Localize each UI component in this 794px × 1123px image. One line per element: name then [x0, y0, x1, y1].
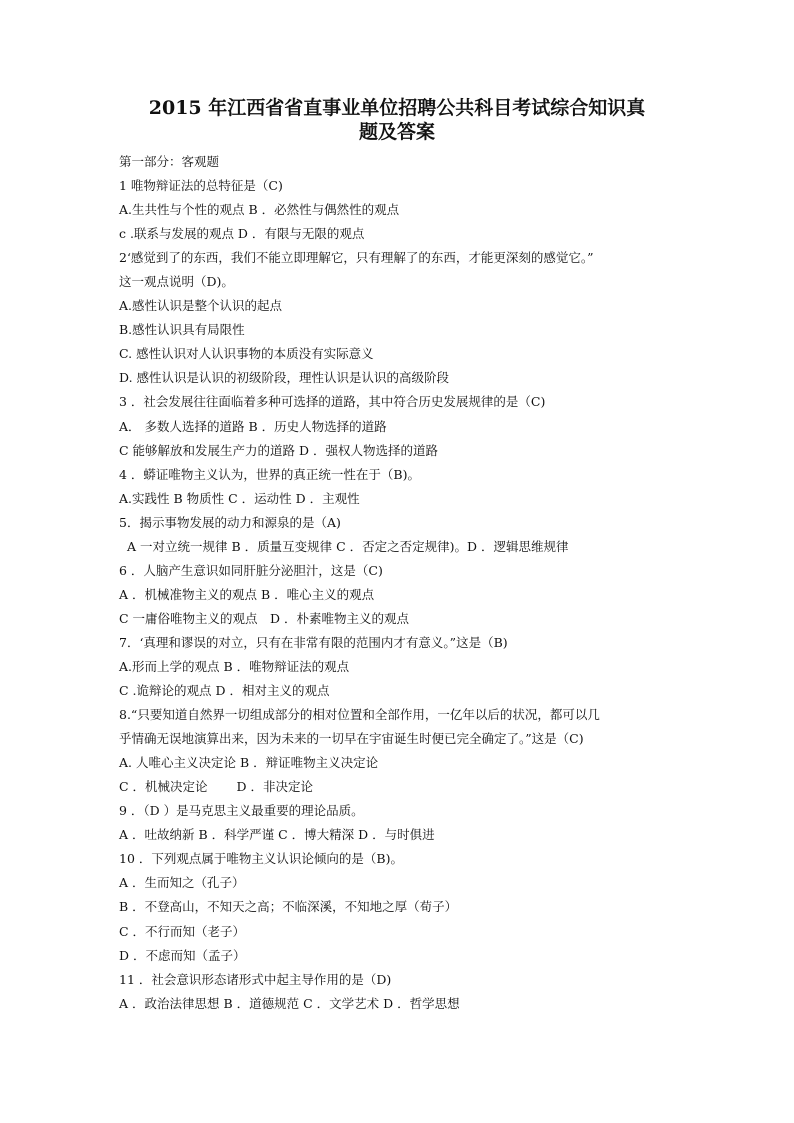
question-line: 7．‘真理和谬误的对立，只有在非常有限的范围内才有意义。”这是（B) — [119, 634, 508, 650]
question-line: 9 ．（D ）是马克思主义最重要的理论品质。 — [119, 803, 364, 819]
option-line: C ．机械决定论 D ．非决定论 — [119, 779, 314, 795]
option-line: A.感性认识是整个认识的起点 — [119, 298, 283, 314]
option-line: A ．生而知之（孔子） — [119, 875, 245, 891]
option-line: A． 多数人选择的道路 B ．历史人物选择的道路 — [119, 418, 387, 434]
option-line: B ．不登高山，不知天之高；不临深溪，不知地之厚（荀子） — [119, 899, 458, 915]
option-line: C 能够解放和发展生产力的道路 D ．强权人物选择的道路 — [119, 442, 439, 458]
question-line: 2‘感觉到了的东西，我们不能立即理解它，只有理解了的东西，才能更深刻的感觉它。” — [119, 250, 594, 266]
option-line: A ．吐故纳新 B ．科学严谨 C ．博大精深 D ．与时俱进 — [119, 827, 435, 843]
question-line: 5．揭示事物发展的动力和源泉的是（A) — [119, 514, 341, 530]
title-line: 题及答案 — [358, 121, 435, 143]
question-line: 10 ．下列观点属于唯物主义认识论倾向的是（B)。 — [119, 851, 403, 867]
option-line: A ．政治法律思想 B ．道德规范 C ．文学艺术 D ．哲学思想 — [119, 995, 460, 1011]
option-line: C. 感性认识对人认识事物的本质没有实际意义 — [119, 346, 374, 362]
option-line: A ．机械准物主义的观点 B ．唯心主义的观点 — [119, 586, 375, 602]
question-line: 乎情确无误地演算出来，因为未来的一切早在宇宙诞生时便已完全确定了。”这是（C) — [119, 731, 584, 747]
section-heading: 第一部分：客观题 — [119, 154, 220, 169]
question-line: 4 ．蟒证唯物主义认为，世界的真正统一性在于（B)。 — [119, 466, 420, 482]
document-title — [110, 96, 684, 144]
option-line: A.形而上学的观点 B ．唯物辩证法的观点 — [119, 658, 350, 674]
question-line: 1 唯物辩证法的总特征是（C) — [119, 178, 283, 194]
document-body — [119, 150, 699, 1016]
option-line: C .诡辩论的观点 D ．相对主义的观点 — [119, 683, 330, 699]
question-line: 8.“只要知道自然界一切组成部分的相对位置和全部作用，一亿年以后的状况，都可以几 — [119, 707, 600, 723]
title-line: 2015 年江西省省直事业单位招聘公共科目考试综合知识真 — [148, 97, 646, 119]
option-line: A.实践性 B 物质性 C ．运动性 D ．主观性 — [119, 490, 360, 506]
option-line: D. 感性认识是认识的初级阶段，理性认识是认识的高级阶段 — [119, 370, 450, 386]
question-line: 3 ．社会发展往往面临着多种可选择的道路，其中符合历史发展规律的是（C) — [119, 394, 546, 410]
question-line: 11 ．社会意识形态诸形式中起主导作用的是（D) — [119, 971, 392, 987]
question-line: 6 ．人脑产生意识如同肝脏分泌胆汁，这是（C) — [119, 562, 383, 578]
option-line: C ．不行而知（老子） — [119, 923, 246, 939]
option-line: A. 人唯心主义决定论 B ．辩证唯物主义决定论 — [119, 755, 379, 771]
option-line: C 一庸俗唯物主义的观点 D ．朴素唯物主义的观点 — [119, 610, 410, 626]
option-line: B.感性认识具有局限性 — [119, 322, 245, 338]
option-line: D ．不虑而知（孟子） — [119, 947, 246, 963]
option-line: A 一对立统一规律 B ．质量互变规律 C ．否定之否定规律)。D ．逻辑思维规律 — [127, 538, 569, 554]
option-line: c .联系与发展的观点 D ．有限与无限的观点 — [119, 226, 365, 242]
question-line: 这一观点说明（D)。 — [119, 274, 234, 290]
option-line: A.生共性与个性的观点 B ．必然性与偶然性的观点 — [119, 202, 400, 218]
